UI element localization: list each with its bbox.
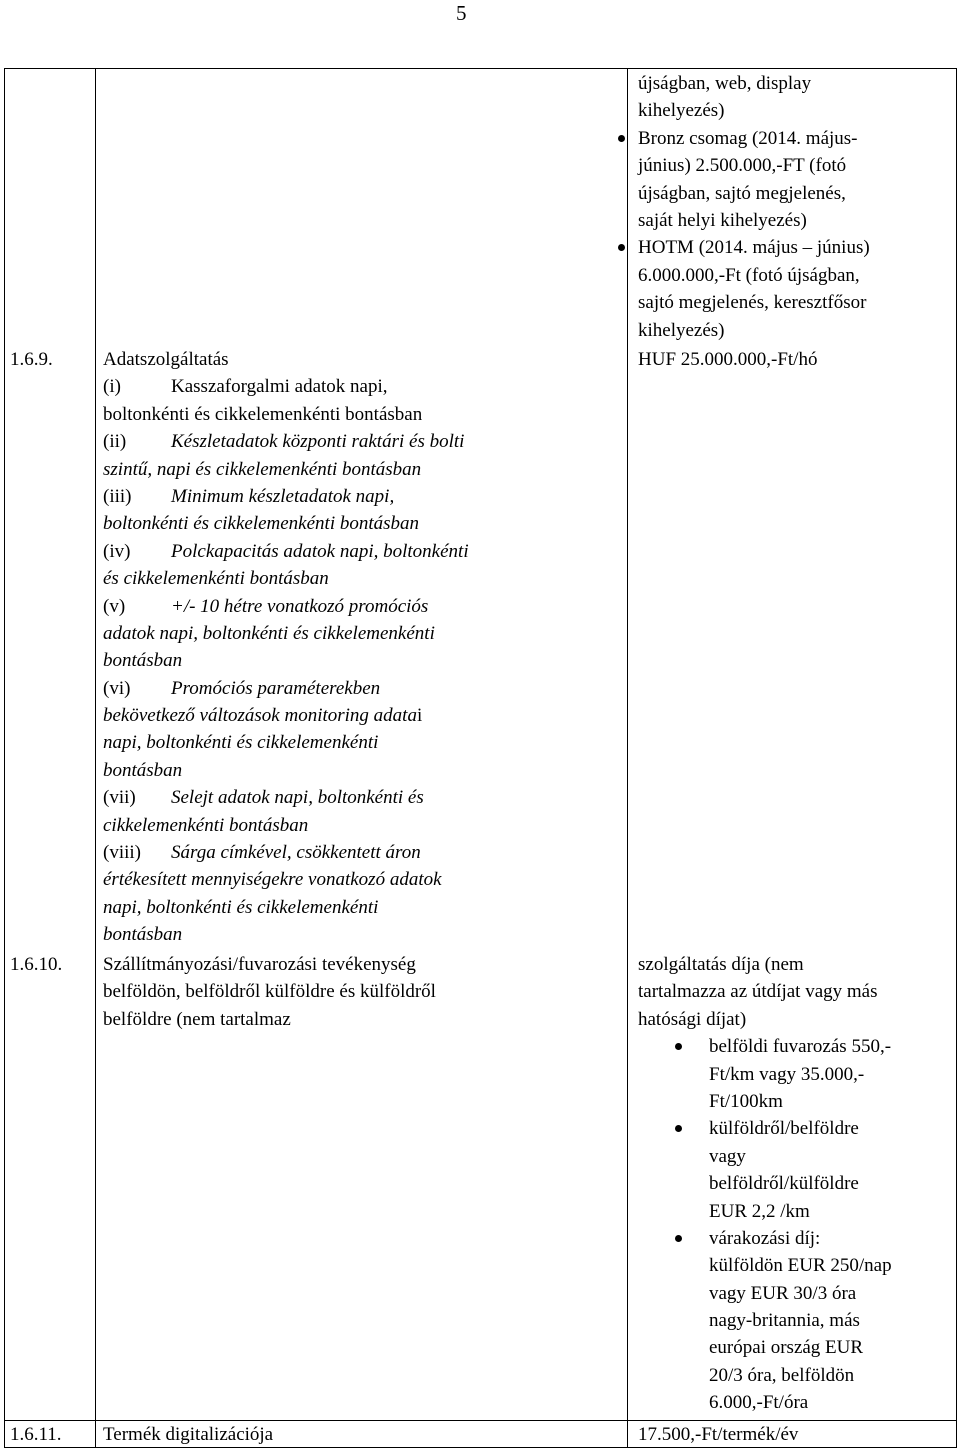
list-item-line: vagy EUR 30/3 óra: [709, 1282, 857, 1304]
list-item-line: szintű, napi és cikkelemenkénti bontásban: [103, 458, 422, 480]
list-item-line: 6.000.000,-Ft (fotó újságban,: [638, 264, 860, 286]
list-item-line: bekövetkező változások monitoring adatai: [103, 705, 423, 727]
price-line: szolgáltatás díja (nem: [638, 954, 804, 975]
table-border-top: [4, 68, 957, 69]
list-item: belföldi fuvarozás 550,-: [709, 1033, 892, 1060]
table-border-right: [956, 68, 957, 1448]
list-item-line: belföldről/külföldre: [709, 1173, 859, 1195]
list-item-line: vagy: [709, 1145, 746, 1167]
row-price-1-6-9: HUF 25.000.000,-Ft/hó: [638, 349, 818, 370]
row-price-1-6-11: 17.500,-Ft/termék/év: [638, 1424, 799, 1445]
list-item-iv: (iv) Polckapacitás adatok napi, boltonkénti: [103, 540, 469, 562]
row-description-1-6-9: [103, 346, 469, 949]
list-item-line: értékesített mennyiségekre vonatkozó adatok: [103, 869, 442, 891]
list-item-line: sajtó megjelenés, keresztfősor: [638, 292, 867, 314]
row-continuation-price-cell: [638, 70, 870, 344]
list-item-line: nagy-britannia, más: [709, 1310, 860, 1332]
list-item-line: cikkelemenkénti bontásban: [103, 814, 309, 836]
row-number-1-6-10: 1.6.10.: [10, 954, 63, 975]
bullet-icon: [618, 244, 625, 251]
list-item: várakozási díj:: [709, 1225, 892, 1252]
list-item: Bronz csomag (2014. május-: [638, 125, 870, 152]
list-item-line: boltonkénti és cikkelemenkénti bontásban: [103, 513, 420, 535]
list-item-line: napi, boltonkénti és cikkelemenkénti: [103, 896, 379, 918]
bullet-icon: [675, 1043, 682, 1050]
list-item-line: külföldön EUR 250/nap: [709, 1255, 892, 1277]
list-item-viii: (viii) Sárga címkével, csökkentett áron: [103, 842, 421, 864]
price-line: hatósági díjat): [638, 1008, 747, 1030]
list-item-ii: (ii) Készletadatok központi raktári és bolti: [103, 431, 465, 453]
row-description-1-6-10: [103, 951, 436, 1033]
row-description-1-6-11: Termék digitalizációja: [103, 1424, 274, 1445]
list-item-line: EUR 2,2 /km: [709, 1200, 810, 1222]
list-item: HOTM (2014. május – június): [638, 234, 870, 261]
list-item-line: újságban, sajtó megjelenés,: [638, 182, 846, 204]
row-price-1-6-10: [638, 951, 892, 1417]
list-item-line: Ft/km vagy 35.000,-: [709, 1063, 865, 1085]
list-item-iii: (iii) Minimum készletadatok napi,: [103, 485, 395, 507]
list-item-line: kihelyezés): [638, 319, 725, 341]
bullet-icon: [675, 1235, 682, 1242]
list-item-line: és cikkelemenkénti bontásban: [103, 568, 329, 590]
list-item-line: bontásban: [103, 650, 183, 672]
bullet-icon: [618, 135, 625, 142]
list-item-line: adatok napi, boltonkénti és cikkelemenkénti: [103, 622, 435, 644]
bullet-icon: [675, 1125, 682, 1132]
price-line: tartalmazza az útdíjat vagy más: [638, 981, 878, 1003]
list-item-line: napi, boltonkénti és cikkelemenkénti: [103, 732, 379, 754]
list-item-i: (i) Kasszaforgalmi adatok napi,: [103, 376, 388, 398]
list-item-vii: (vii) Selejt adatok napi, boltonkénti és: [103, 787, 424, 809]
row-number-1-6-11: 1.6.11.: [10, 1424, 62, 1445]
list-item-line: boltonkénti és cikkelemenkénti bontásban: [103, 403, 423, 425]
table-border-left: [4, 68, 5, 1448]
page-number: 5: [456, 1, 467, 25]
price-line: újságban, web, display: [638, 73, 812, 94]
list-item-v: (v) +/- 10 hétre vonatkozó promóciós: [103, 595, 429, 617]
list-item: külföldről/belföldre: [709, 1115, 892, 1142]
list-item-line: saját helyi kihelyezés): [638, 209, 807, 231]
list-item-line: európai ország EUR: [709, 1337, 864, 1359]
row-title: Adatszolgáltatás: [103, 349, 229, 370]
list-item-line: június) 2.500.000,-FT (fotó: [638, 155, 847, 177]
description-line: Szállítmányozási/fuvarozási tevékenység: [103, 954, 416, 975]
row-number-1-6-9: 1.6.9.: [10, 349, 53, 370]
list-item-line: bontásban: [103, 924, 183, 946]
price-line: kihelyezés): [638, 100, 725, 122]
column-divider-1: [95, 68, 96, 1448]
list-item-vi: (vi) Promóciós paraméterekben: [103, 677, 381, 699]
description-line: belföldre (nem tartalmaz: [103, 1008, 291, 1030]
column-divider-2: [627, 68, 628, 1448]
list-item-line: 6.000,-Ft/óra: [709, 1392, 809, 1414]
description-line: belföldön, belföldről külföldre és külföldről: [103, 981, 436, 1003]
list-item-line: 20/3 óra, belföldön: [709, 1364, 855, 1386]
list-item-line: Ft/100km: [709, 1090, 783, 1112]
list-item-line: bontásban: [103, 759, 183, 781]
